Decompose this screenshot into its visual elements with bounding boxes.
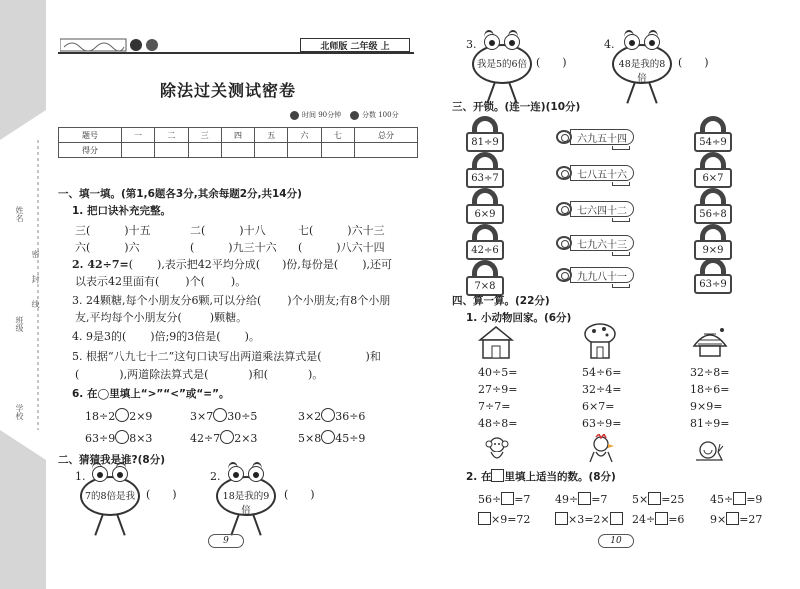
calc-c1-3: 7÷7= — [478, 400, 511, 413]
face-eye — [504, 34, 520, 50]
text: 45÷9 — [335, 432, 366, 445]
text: =25 — [661, 493, 685, 506]
table-cell: 得分 — [59, 143, 122, 158]
key-label: 六九五十四 — [570, 129, 634, 145]
face-clue: 18是我的9倍 — [222, 491, 270, 516]
text: 和 — [252, 368, 264, 381]
binding-strip — [0, 0, 46, 589]
q4-line: 4. 9是3的( )倍;9的3倍是( )。 — [72, 330, 260, 343]
face-eye — [228, 466, 244, 482]
calc-c3-4: 81÷9= — [690, 417, 730, 430]
calc-c1-1: 40÷5= — [478, 366, 518, 379]
text: 。 — [248, 330, 260, 343]
text: )九三十六 — [228, 241, 277, 254]
page-number-left: 9 — [208, 534, 244, 548]
face2-num: 2. — [210, 470, 221, 483]
lock-label: 6×9 — [466, 204, 504, 224]
blank-box[interactable] — [578, 492, 591, 505]
left-lock-4[interactable] — [466, 224, 504, 260]
page-number-right: 10 — [598, 534, 634, 548]
text: 份,每份是 — [286, 258, 334, 271]
face1-answer[interactable]: ( ) — [146, 488, 177, 501]
face3-num: 3. — [466, 38, 477, 51]
house-icon — [476, 324, 516, 360]
compare-circle[interactable] — [115, 430, 129, 444]
text: =7 — [514, 493, 531, 506]
text: )八六十四 — [336, 241, 385, 254]
face2-answer[interactable]: ( ) — [284, 488, 315, 501]
table-cell: 五 — [255, 128, 288, 143]
mushroom-house-icon — [582, 322, 618, 360]
score-input-cell[interactable] — [221, 143, 254, 158]
text: 和 — [369, 350, 381, 363]
calc-c3-3: 9×9= — [690, 400, 723, 413]
score-table — [58, 127, 418, 158]
text: 9× — [710, 513, 727, 526]
compare-circle[interactable] — [321, 430, 335, 444]
fill-r1-c4 — [710, 492, 762, 506]
text: 5×8 — [298, 432, 322, 445]
fill-r2-c2 — [555, 512, 623, 526]
face4-answer[interactable]: ( ) — [678, 56, 709, 69]
face-leg — [230, 514, 239, 535]
text: =9 — [746, 493, 763, 506]
key-1[interactable] — [556, 128, 634, 146]
pencil-icon — [350, 111, 359, 120]
q1-row1-item1 — [75, 222, 151, 238]
text: 三( — [75, 224, 91, 237]
text: 63÷9 — [85, 432, 116, 445]
face-leg — [116, 514, 125, 535]
calc-c3-2: 18÷6= — [690, 383, 730, 396]
text: 3×7 — [190, 410, 214, 423]
text: )六 — [124, 241, 140, 254]
fill-r1-c2 — [555, 492, 607, 506]
section2-title: 二、猜猜我是谁?(8分) — [58, 454, 165, 466]
blank-box[interactable] — [726, 512, 739, 525]
blank-box[interactable] — [648, 492, 661, 505]
text: ( — [298, 241, 303, 254]
text: 友,平均每个小朋友分 — [75, 311, 178, 324]
score-input-cell[interactable] — [121, 143, 154, 158]
q1-title: 1. 把口诀补充完整。 — [72, 205, 171, 217]
binding-class-label: 班级 — [15, 316, 24, 332]
face-leg — [252, 514, 261, 535]
face-eye — [248, 466, 264, 482]
fill-r1-c3 — [632, 492, 684, 506]
score-table-score-row — [59, 143, 418, 158]
q6-r2-c1 — [85, 430, 152, 445]
right-lock-5[interactable] — [694, 258, 732, 294]
table-cell: 七 — [321, 128, 354, 143]
text: 二( — [190, 224, 206, 237]
score-input-cell[interactable] — [321, 143, 354, 158]
q6-title: 6. 在◯里填上“>”“<”或“=”。 — [72, 388, 230, 400]
guess-face-3 — [470, 30, 534, 110]
snail-icon — [692, 438, 726, 466]
face-leg — [626, 82, 635, 103]
binding-seal-2: 封 — [31, 275, 40, 283]
score-info — [350, 110, 399, 120]
key-label: 七八五十六 — [570, 165, 634, 181]
q6-r1-c3 — [298, 408, 365, 423]
series-logo-shape — [60, 38, 180, 52]
text: 24÷ — [632, 513, 656, 526]
key-label: 七九六十三 — [570, 235, 634, 251]
q1-row1-item2 — [190, 222, 266, 238]
table-cell: 四 — [221, 128, 254, 143]
calc-c2-3: 6×7= — [582, 400, 615, 413]
face-clue: 48是我的8倍 — [618, 59, 666, 84]
compare-circle[interactable] — [115, 408, 129, 422]
q3-line2: 友,平均每个小朋友分( )颗糖。 — [75, 311, 248, 324]
blank-box[interactable] — [501, 492, 514, 505]
face-eye — [624, 34, 640, 50]
calc-c2-2: 32÷4= — [582, 383, 622, 396]
table-cell: 题号 — [59, 128, 122, 143]
q6-r1-c1 — [85, 408, 152, 423]
text: 倍;9的3倍是 — [154, 330, 217, 343]
text: 。 — [235, 275, 247, 288]
q1-row2-item2 — [190, 239, 277, 255]
monkey-icon — [480, 436, 514, 464]
right-lock-4[interactable] — [694, 224, 732, 260]
blank-box[interactable] — [655, 512, 668, 525]
q1-row1-item3 — [298, 222, 385, 238]
compare-circle[interactable] — [321, 408, 335, 422]
face-eye — [112, 466, 128, 482]
left-lock-1[interactable] — [466, 116, 504, 152]
blank-box[interactable] — [478, 512, 491, 525]
q5-line1: 5. 根据“八九七十二”这句口诀写出两道乘法算式是( )和 — [72, 350, 381, 363]
score-input-cell[interactable] — [188, 143, 221, 158]
score-input-cell[interactable] — [255, 143, 288, 158]
binding-school-label: 学校 — [15, 404, 24, 420]
key-3[interactable] — [556, 200, 634, 218]
blank-box — [491, 469, 504, 482]
text: =6 — [668, 513, 685, 526]
q2-line1: 2. 42÷7=( ),表示把42平均分成( )份,每份是( ),还可 — [72, 258, 392, 271]
text: 30÷5 — [227, 410, 258, 423]
q6-r1-c2 — [190, 408, 257, 423]
text: 45÷ — [710, 493, 734, 506]
binding-strip-shape — [0, 0, 46, 589]
q2-line2: 以表示42里面有( )个( )。 — [75, 275, 247, 288]
lock-label: 56÷8 — [694, 204, 732, 224]
left-lock-2[interactable] — [466, 152, 504, 188]
lock-label: 81÷9 — [466, 132, 504, 152]
score-input-cell[interactable] — [354, 143, 417, 158]
fill-r2-c4 — [710, 512, 762, 526]
face3-answer[interactable]: ( ) — [536, 56, 567, 69]
time-text: 时间 90分钟 — [302, 111, 342, 119]
face1-num: 1. — [75, 470, 86, 483]
text: =27 — [739, 513, 763, 526]
binding-name-label: 姓名 — [15, 206, 24, 222]
text: 8×3 — [129, 432, 153, 445]
text: ( — [190, 241, 195, 254]
guess-face-4 — [610, 30, 674, 110]
text: 颗糖。 — [214, 311, 248, 324]
key-label: 七六四十二 — [570, 201, 634, 217]
q6-r2-c2 — [190, 430, 257, 445]
lock-label: 63÷9 — [694, 274, 732, 294]
text: 2. 42÷7= — [72, 258, 129, 271]
text: 42÷7 — [190, 432, 221, 445]
compare-circle[interactable] — [213, 408, 227, 422]
time-info — [290, 110, 341, 120]
score-input-cell[interactable] — [288, 143, 321, 158]
series-logo — [60, 38, 180, 52]
table-cell: 二 — [155, 128, 188, 143]
clock-icon — [290, 111, 299, 120]
score-text: 分数 100分 — [362, 111, 399, 119]
table-cell: 一 — [121, 128, 154, 143]
face-eye — [484, 34, 500, 50]
text: 3. 24颗糖,每个小朋友分6颗,可以分给 — [72, 294, 257, 307]
text: ,两道除法算式是 — [123, 368, 205, 381]
header-divider — [58, 52, 414, 54]
lock-label: 6×7 — [694, 168, 732, 188]
blank-box[interactable] — [555, 512, 568, 525]
s4-q1-title: 1. 小动物回家。(6分) — [466, 312, 572, 324]
s4-q2-title: 2. 在 里填上适当的数。(8分) — [466, 471, 616, 483]
key-label: 九九八十一 — [570, 267, 634, 283]
rooster-icon — [584, 434, 618, 462]
lock-label: 42÷6 — [466, 240, 504, 260]
text: ×3=2× — [568, 513, 610, 526]
binding-seal-3: 线 — [31, 300, 40, 308]
text: 七( — [298, 224, 314, 237]
q5-line2: ( ),两道除法算式是( )和( )。 — [75, 368, 324, 381]
blank-box[interactable] — [610, 512, 623, 525]
text: ×9=72 — [491, 513, 531, 526]
page-title: 除法过关测试密卷 — [160, 81, 297, 100]
blank-box[interactable] — [733, 492, 746, 505]
left-lock-5[interactable] — [466, 260, 504, 296]
face-clue: 7的8倍是我 — [84, 491, 136, 502]
lock-label: 54÷9 — [694, 132, 732, 152]
face-leg — [94, 514, 103, 535]
text: 个 — [189, 275, 201, 288]
text: 以表示42里面有 — [75, 275, 155, 288]
right-lock-3[interactable] — [694, 188, 732, 224]
text: ,表示把42平均分成 — [161, 258, 256, 271]
face-clue: 我是5的6倍 — [476, 59, 528, 70]
lock-label: 9×9 — [694, 240, 732, 260]
face-leg — [648, 82, 657, 103]
key-4[interactable] — [556, 234, 634, 252]
calc-c2-1: 54÷6= — [582, 366, 622, 379]
text: 3×2 — [298, 410, 322, 423]
lock-label: 63÷7 — [466, 168, 504, 188]
right-lock-1[interactable] — [694, 116, 732, 152]
text: 2×9 — [129, 410, 153, 423]
text: 56÷ — [478, 493, 502, 506]
fill-r2-c1 — [478, 512, 530, 526]
text: 个小朋友;有8个小朋 — [291, 294, 391, 307]
calc-c1-4: 48÷8= — [478, 417, 518, 430]
text: 4. 9是3的 — [72, 330, 122, 343]
text: )十五 — [124, 224, 151, 237]
table-cell: 六 — [288, 128, 321, 143]
text: ,还可 — [366, 258, 392, 271]
compare-circle[interactable] — [220, 430, 234, 444]
text: 5. 根据“八九七十二”这句口诀写出两道乘法算式是 — [72, 350, 318, 363]
text: 。 — [312, 368, 324, 381]
face4-num: 4. — [604, 38, 615, 51]
left-lock-3[interactable] — [466, 188, 504, 224]
table-cell: 总分 — [354, 128, 417, 143]
face-eye — [92, 466, 108, 482]
section3-title: 三、开锁。(连一连)(10分) — [452, 101, 581, 113]
q1-row2-item1 — [75, 239, 140, 255]
section4-title: 四、算一算。(22分) — [452, 295, 550, 307]
text: 六( — [75, 241, 91, 254]
guess-face-2 — [214, 462, 278, 542]
guess-face-1 — [78, 462, 142, 542]
edition-badge: 北师版 二年级 上 — [300, 38, 410, 52]
q3-line1: 3. 24颗糖,每个小朋友分6颗,可以分给( )个小朋友;有8个小朋 — [72, 294, 391, 307]
right-lock-2[interactable] — [694, 152, 732, 188]
shell-house-icon — [690, 324, 730, 358]
fill-r2-c3 — [632, 512, 684, 526]
face-eye — [644, 34, 660, 50]
text: =7 — [591, 493, 608, 506]
score-table-header-row — [59, 128, 418, 143]
calc-c1-2: 27÷9= — [478, 383, 518, 396]
key-5[interactable] — [556, 266, 634, 284]
key-2[interactable] — [556, 164, 634, 182]
section1-title: 一、填一填。(第1,6题各3分,其余每题2分,共14分) — [58, 188, 302, 200]
text: 2×3 — [234, 432, 258, 445]
q1-row2-item3 — [298, 239, 385, 255]
text: 5× — [632, 493, 649, 506]
fill-r1-c1 — [478, 492, 530, 506]
table-cell: 三 — [188, 128, 221, 143]
binding-seal-1: 密 — [31, 250, 40, 258]
text: )十八 — [239, 224, 266, 237]
lock-label: 7×8 — [466, 276, 504, 296]
text: )六十三 — [347, 224, 385, 237]
q6-r2-c3 — [298, 430, 365, 445]
text: 18÷2 — [85, 410, 116, 423]
calc-c2-4: 63÷9= — [582, 417, 622, 430]
text: 36÷6 — [335, 410, 366, 423]
text: 49÷ — [555, 493, 579, 506]
score-input-cell[interactable] — [155, 143, 188, 158]
calc-c3-1: 32÷8= — [690, 366, 730, 379]
